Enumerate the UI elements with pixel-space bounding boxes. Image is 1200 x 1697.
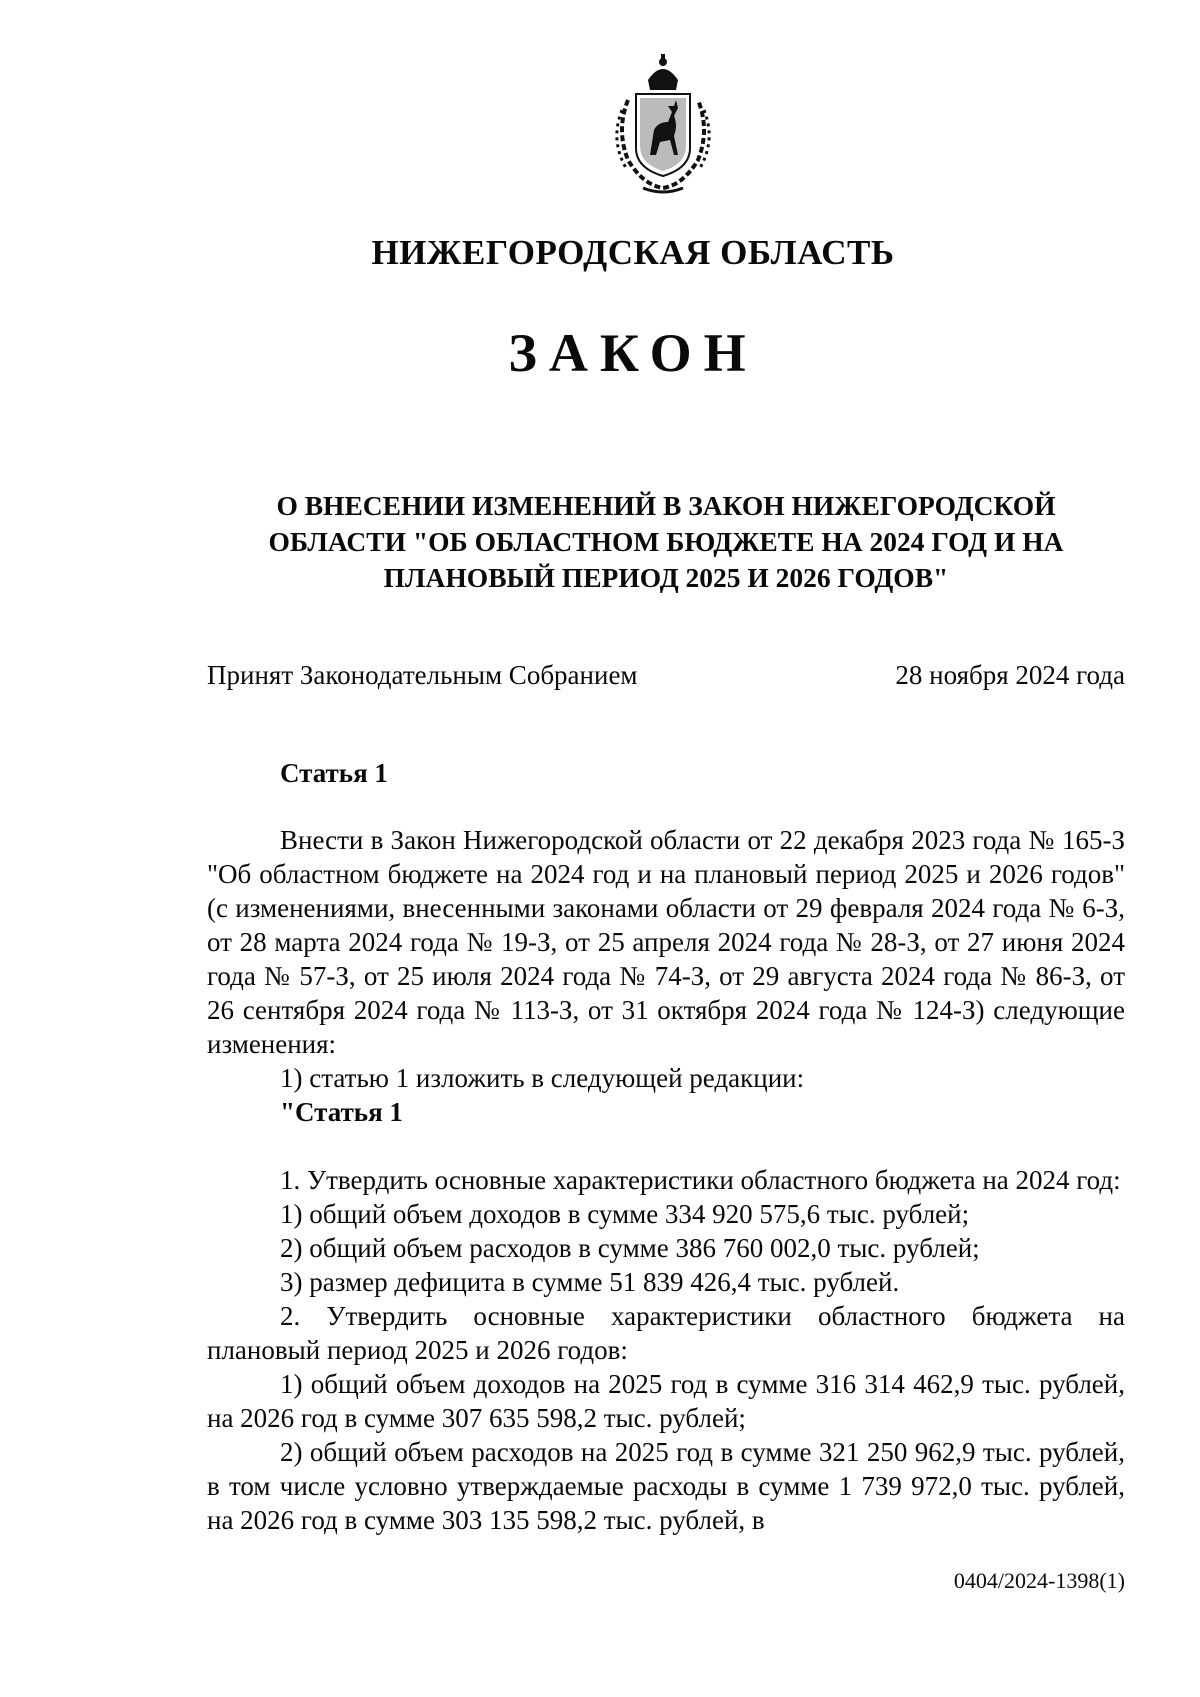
body-paragraph: 1) общий объем доходов в сумме 334 920 575,6 тыс. рублей; [280,1199,970,1229]
coat-of-arms-icon [588,50,738,200]
region-name: НИЖЕГОРОДСКАЯ ОБЛАСТЬ [371,233,895,272]
adoption-line [207,658,1125,692]
article-heading: Статья 1 [280,758,388,788]
law-title-line: О ВНЕСЕНИИ ИЗМЕНЕНИЙ В ЗАКОН НИЖЕГОРОДСКОЙ [276,490,1056,521]
body-paragraph: 1. Утвердить основные характеристики областного бюджета на 2024 год: [280,1165,1121,1195]
body-paragraph: 2) общий объем расходов в сумме 386 760 002,0 тыс. рублей; [280,1233,980,1263]
adopted-by: Принят Законодательным Собранием [207,660,638,690]
article-body [207,823,1125,1537]
law-title-line: ПЛАНОВЫЙ ПЕРИОД 2025 И 2026 ГОДОВ" [383,562,949,593]
body-paragraph: 2) общий объем расходов на 2025 год в сумме 321 250 962,9 тыс. рублей, в том числе условно утверждаемые расходы в сумме 1 739 972,0 тыс. рублей, на 2026 год в сумме 303 135 598,2 тыс. рублей, в [207,1437,1125,1535]
quoted-article-heading: "Статья 1 [280,1097,403,1127]
law-title-line: ОБЛАСТИ "ОБ ОБЛАСТНОМ БЮДЖЕТЕ НА 2024 ГОД И НА [268,526,1064,557]
body-paragraph: 3) размер дефицита в сумме 51 839 426,4 тыс. рублей. [280,1267,900,1297]
law-title [205,488,1127,596]
document-code: 0404/2024-1398(1) [953,1568,1125,1593]
body-paragraph: 1) общий объем доходов на 2025 год в сумме 316 314 462,9 тыс. рублей, на 2026 год в сумме 307 635 598,2 тыс. рублей; [207,1369,1125,1433]
body-paragraph: Внести в Закон Нижегородской области от 22 декабря 2023 года № 165-З "Об областном бюджете на 2024 год и на плановый период 2025 и 2026 годов" (с изменениями, внесенными законами области от 29 февраля 2024 года № 6-З, от 28 марта 2024 года № 19-З, от 25 апреля 2024 года № 28-З, от 27 июня 2024 года № 57-З, от 25 июля 2024 года № 74-З, от 29 августа 2024 года № 86-З, от 26 сентября 2024 года № 113-З, от 31 октября 2024 года № 124-З) следующие изменения: [207,825,1125,1059]
body-paragraph: 2. Утвердить основные характеристики областного бюджета на плановый период 2025 и 2026 годов: [207,1301,1125,1365]
body-paragraph: 1) статью 1 изложить в следующей редакции: [280,1063,805,1093]
document-type: ЗАКОН [508,323,758,383]
adoption-date: 28 ноября 2024 года [895,660,1125,690]
